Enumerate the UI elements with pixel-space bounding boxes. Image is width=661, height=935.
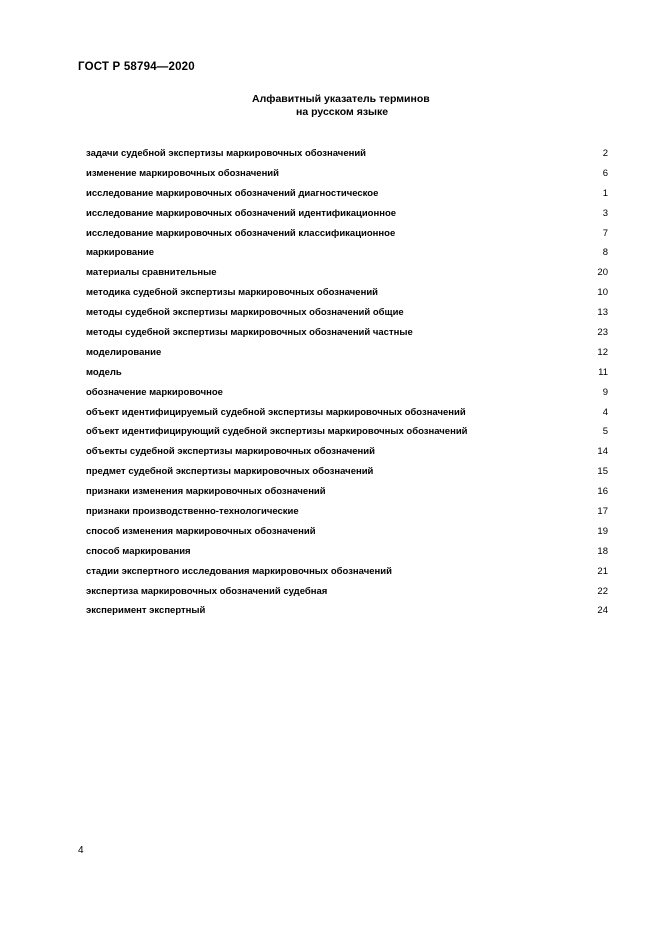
index-term-number: 8 [602,247,608,259]
index-term: признаки производственно-технологические [86,506,299,518]
index-term-number: 24 [597,605,608,617]
index-title-line-2: на русском языке [296,106,389,118]
index-term-number: 3 [602,207,608,219]
index-term: способ маркирования [86,545,191,557]
index-term-number: 23 [597,327,608,339]
index-entry [86,245,608,265]
index-term-number: 1 [602,187,608,199]
index-term-number: 5 [602,426,608,438]
index-term-number: 6 [602,167,608,179]
term-index-list [86,146,608,623]
index-entry [86,603,608,623]
index-entry [86,325,608,345]
index-term: методы судебной экспертизы маркировочных обозначений общие [86,307,404,319]
index-entry [86,305,608,325]
index-term: методика судебной экспертизы маркировочных обозначений [86,287,379,299]
index-term: моделирование [86,346,162,358]
index-term-number: 20 [597,267,608,279]
index-entry [86,524,608,544]
index-entry [86,444,608,464]
index-entry [86,365,608,385]
index-term: задачи судебной экспертизы маркировочных обозначений [86,148,367,159]
index-term: изменение маркировочных обозначений [86,167,279,179]
index-entry [86,464,608,484]
index-entry [86,206,608,226]
index-entry [86,544,608,564]
index-term-number: 18 [597,545,608,557]
index-term-number: 17 [597,506,608,518]
index-entry [86,146,608,166]
index-term-number: 14 [597,446,608,458]
index-term-number: 12 [597,346,608,358]
index-entry [86,424,608,444]
index-entry [86,385,608,405]
index-term: обозначение маркировочное [86,386,223,398]
index-entry [86,405,608,425]
index-term: эксперимент экспертный [86,605,206,617]
index-entry [86,285,608,305]
index-term: методы судебной экспертизы маркировочных обозначений частные [86,327,413,339]
index-term: экспертиза маркировочных обозначений судебная [86,585,328,597]
index-term-number: 13 [597,307,608,319]
index-term: объекты судебной экспертизы маркировочных обозначений [86,446,375,458]
index-term: объект идентифицируемый судебной экспертизы маркировочных обозначений [86,406,466,418]
index-term-number: 11 [598,366,608,378]
index-title-line-1: Алфавитный указатель терминов [252,93,430,105]
index-term-number: 2 [602,148,608,159]
index-entry [86,484,608,504]
index-term-number: 19 [597,525,608,537]
index-term-number: 21 [597,565,608,577]
index-term: модель [86,366,122,378]
index-term-number: 10 [597,287,608,299]
index-term: способ изменения маркировочных обозначений [86,525,316,537]
index-entry [86,265,608,285]
index-term: признаки изменения маркировочных обозначений [86,486,326,498]
index-entry [86,564,608,584]
index-term-number: 4 [602,406,608,418]
index-term: объект идентифицирующий судебной экспертизы маркировочных обозначений [86,426,468,438]
index-term: исследование маркировочных обозначений идентификационное [86,207,397,219]
index-term: маркирование [86,247,155,259]
index-term: материалы сравнительные [86,267,217,279]
index-term: предмет судебной экспертизы маркировочных обозначений [86,466,374,478]
index-term-number: 9 [602,386,608,398]
index-term-number: 15 [597,466,608,478]
index-entry [86,226,608,246]
index-term-number: 22 [597,585,608,597]
index-term: исследование маркировочных обозначений классификационное [86,227,396,239]
index-term: исследование маркировочных обозначений диагностическое [86,187,379,199]
index-entry [86,186,608,206]
index-entry [86,345,608,365]
page-number: 4 [78,845,84,856]
index-entry [86,166,608,186]
index-entry [86,504,608,524]
index-entry [86,584,608,604]
index-term-number: 7 [602,227,608,239]
document-code: ГОСТ Р 58794—2020 [78,61,195,73]
index-term: стадии экспертного исследования маркировочных обозначений [86,565,392,577]
index-term-number: 16 [597,486,608,498]
